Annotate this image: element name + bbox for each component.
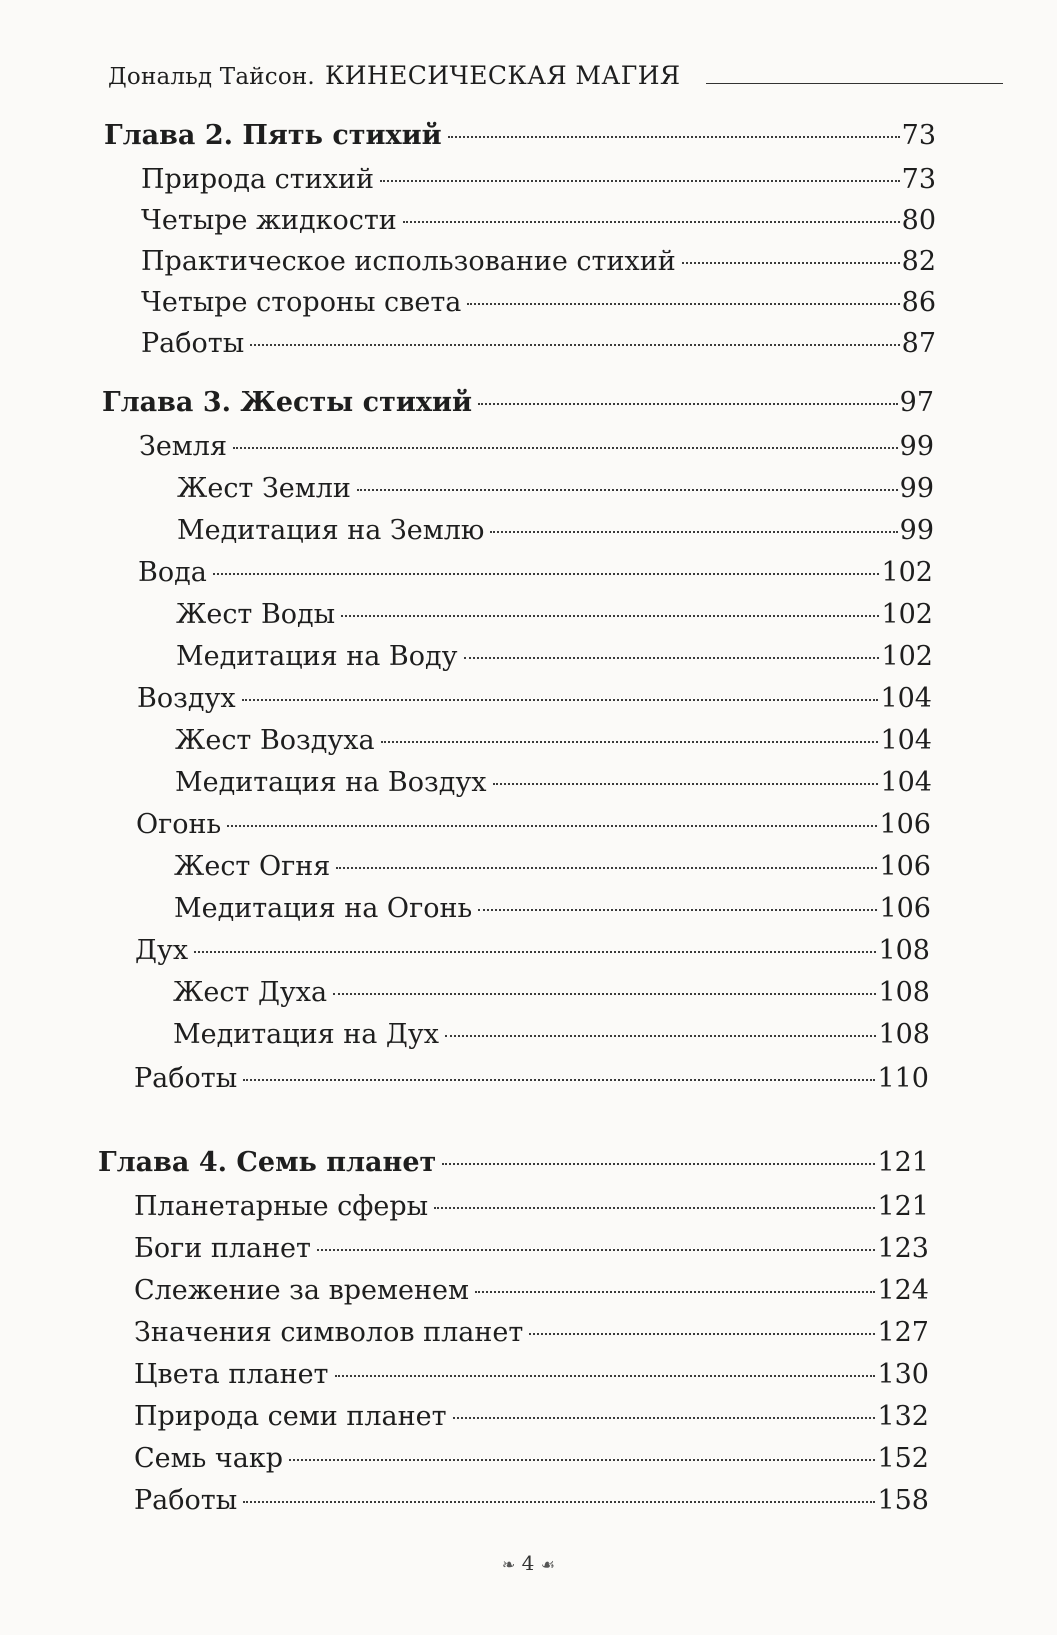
entry-title: Медитация на Воздух (175, 767, 487, 798)
chapter-heading[interactable] (102, 386, 934, 420)
toc-entry[interactable] (141, 286, 936, 320)
entry-page: 99 (899, 431, 934, 462)
dot-leader (380, 180, 900, 182)
entry-page: 99 (899, 473, 934, 504)
dot-leader (250, 344, 899, 346)
entry-page: 73 (901, 164, 936, 195)
dot-leader (434, 1207, 875, 1209)
dot-leader (448, 136, 900, 138)
toc-subentry[interactable] (175, 766, 932, 800)
dot-leader (464, 657, 880, 659)
toc-entry[interactable] (141, 204, 936, 238)
entry-page: 104 (880, 767, 932, 798)
entry-title: Практическое использование стихий (141, 246, 676, 277)
dot-leader (357, 489, 898, 491)
toc-subentry[interactable] (177, 514, 934, 548)
dot-leader (490, 531, 897, 533)
dot-leader (381, 741, 879, 743)
entry-page: 110 (877, 1063, 929, 1094)
dot-leader (493, 783, 879, 785)
toc-entry[interactable] (134, 1274, 929, 1308)
toc-subentry[interactable] (174, 850, 931, 884)
entry-page: 87 (901, 328, 936, 359)
dot-leader (442, 1163, 875, 1165)
entry-page: 106 (879, 809, 931, 840)
entry-page: 99 (899, 515, 934, 546)
dot-leader (213, 573, 880, 575)
entry-page: 152 (877, 1443, 929, 1474)
entry-title: Огонь (136, 809, 222, 840)
entry-title: Семь чакр (134, 1443, 284, 1474)
toc-entry[interactable] (136, 808, 931, 842)
entry-title: Жест Воды (176, 599, 336, 630)
dot-leader (682, 262, 900, 264)
dot-leader (243, 1501, 875, 1503)
page-footer (0, 1551, 1057, 1575)
entry-page: 130 (877, 1359, 929, 1390)
entry-title: Вода (138, 557, 207, 588)
dot-leader (475, 1291, 875, 1293)
entry-page: 86 (901, 287, 936, 318)
ornament-left-icon: ❧ (501, 1555, 516, 1574)
toc-entry[interactable] (134, 1316, 929, 1350)
dot-leader (403, 221, 900, 223)
entry-page: 104 (880, 683, 932, 714)
entry-title: Медитация на Воду (176, 641, 458, 672)
entry-title: Жест Огня (174, 851, 331, 882)
toc-subentry[interactable] (176, 598, 933, 632)
toc-entry[interactable] (134, 1358, 929, 1392)
chapter-heading[interactable] (98, 1146, 929, 1180)
entry-page: 108 (878, 935, 930, 966)
dot-leader (478, 403, 898, 405)
entry-title: Природа семи планет (134, 1401, 447, 1432)
entry-title: Воздух (137, 683, 236, 714)
toc-entry[interactable] (138, 556, 933, 590)
entry-page: 121 (877, 1191, 929, 1222)
entry-title: Цвета планет (134, 1359, 329, 1390)
entry-title: Жест Воздуха (175, 725, 375, 756)
dot-leader (243, 1079, 875, 1081)
entry-title: Работы (134, 1485, 238, 1516)
dot-leader (289, 1459, 875, 1461)
chapter-heading[interactable] (104, 119, 936, 153)
dot-leader (227, 825, 877, 827)
entry-page: 102 (881, 557, 933, 588)
toc-entry[interactable] (139, 430, 934, 464)
entry-page: 102 (881, 599, 933, 630)
dot-leader (529, 1333, 875, 1335)
entry-page: 80 (901, 205, 936, 236)
entry-page: 124 (877, 1275, 929, 1306)
entry-page: 123 (877, 1233, 929, 1264)
chapter-title: Глава 4. Семь планет (98, 1147, 437, 1178)
entry-title: Работы (141, 328, 245, 359)
entry-title: Значения символов планет (134, 1317, 524, 1348)
toc-entry[interactable] (141, 163, 936, 197)
toc-subentry[interactable] (173, 1018, 930, 1052)
dot-leader (335, 1375, 876, 1377)
toc-entry[interactable] (134, 1232, 929, 1266)
entry-page: 108 (878, 977, 930, 1008)
dot-leader (233, 447, 898, 449)
entry-page: 106 (879, 851, 931, 882)
entry-title: Жест Духа (173, 977, 328, 1008)
chapter-page: 73 (901, 120, 936, 151)
toc-subentry[interactable] (175, 724, 932, 758)
entry-page: 108 (878, 1019, 930, 1050)
entry-title: Планетарные сферы (134, 1191, 429, 1222)
toc-entry[interactable] (141, 327, 936, 361)
toc-entry[interactable] (134, 1442, 929, 1476)
toc-entry[interactable] (141, 245, 936, 279)
chapter-title: Глава 2. Пять стихий (104, 120, 442, 151)
header-author: Дональд Тайсон. (108, 64, 315, 90)
entry-page: 104 (880, 725, 932, 756)
dot-leader (341, 615, 879, 617)
dot-leader (445, 1035, 876, 1037)
header-book-title: КИНЕСИЧЕСКАЯ МАГИЯ (324, 61, 681, 90)
entry-title: Четыре стороны света (141, 287, 462, 318)
dot-leader (467, 303, 899, 305)
entry-title: Работы (134, 1063, 238, 1094)
toc-subentry[interactable] (174, 892, 931, 926)
entry-title: Медитация на Дух (173, 1019, 439, 1050)
toc-entry[interactable] (137, 682, 932, 716)
toc-subentry[interactable] (176, 640, 933, 674)
chapter-page: 121 (877, 1147, 929, 1178)
dot-leader (317, 1249, 875, 1251)
dot-leader (478, 909, 877, 911)
entry-page: 102 (881, 641, 933, 672)
ornament-right-icon: ☙ (540, 1555, 556, 1574)
entry-page: 132 (877, 1401, 929, 1432)
chapter-title: Глава 3. Жесты стихий (102, 387, 472, 418)
entry-title: Дух (135, 935, 189, 966)
page-number: 4 (521, 1551, 535, 1575)
entry-page: 82 (901, 246, 936, 277)
entry-title: Медитация на Огонь (174, 893, 473, 924)
dot-leader (336, 867, 877, 869)
toc-entry[interactable] (134, 1484, 929, 1518)
dot-leader (333, 993, 876, 995)
toc-entry[interactable] (135, 934, 930, 968)
dot-leader (242, 699, 879, 701)
toc-subentry[interactable] (173, 976, 930, 1010)
toc-entry[interactable] (134, 1190, 929, 1224)
toc-entry[interactable] (134, 1400, 929, 1434)
entry-title: Четыре жидкости (141, 205, 397, 236)
toc-entry[interactable] (134, 1062, 929, 1096)
entry-title: Слежение за временем (134, 1275, 469, 1306)
entry-title: Медитация на Землю (177, 515, 485, 546)
dot-leader (194, 951, 876, 953)
entry-page: 106 (879, 893, 931, 924)
entry-title: Земля (139, 431, 227, 462)
dot-leader (453, 1417, 876, 1419)
entry-title: Природа стихий (141, 164, 374, 195)
entry-title: Боги планет (134, 1233, 311, 1264)
entry-page: 127 (877, 1317, 929, 1348)
toc-subentry[interactable] (177, 472, 934, 506)
chapter-page: 97 (899, 387, 934, 418)
entry-page: 158 (877, 1485, 929, 1516)
entry-title: Жест Земли (177, 473, 351, 504)
